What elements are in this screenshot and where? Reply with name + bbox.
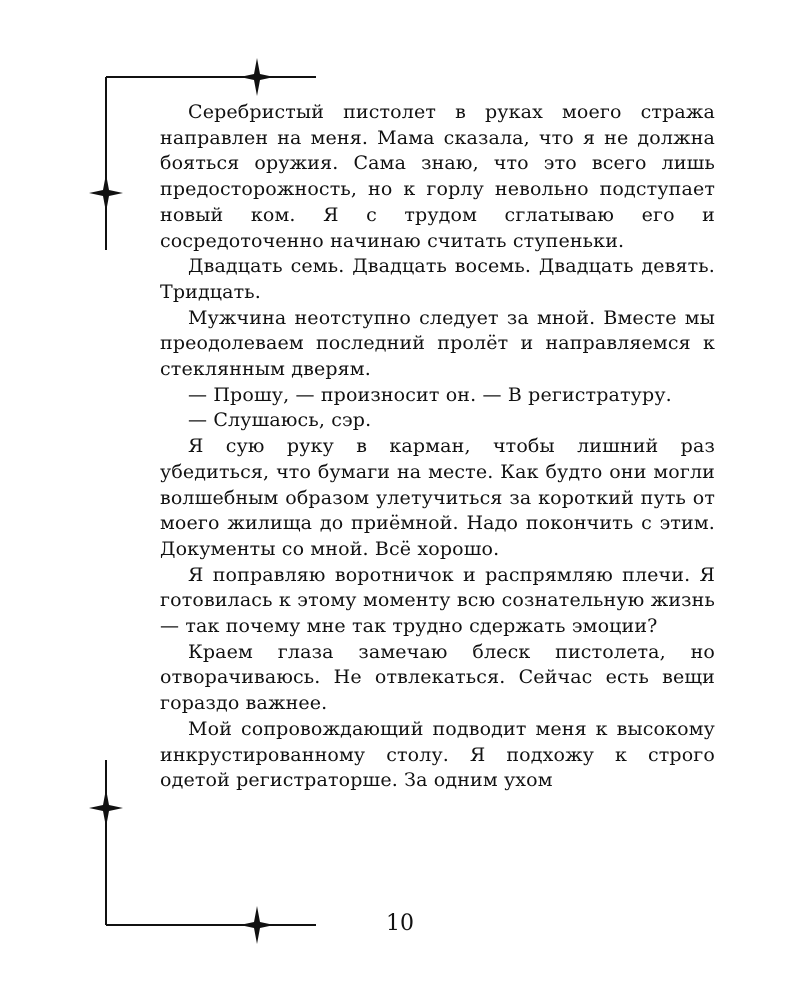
paragraph: Мой сопровождающий подводит меня к высокому инкрустированному столу. Я подхожу к строго одетой регистраторше. За одним ухом [160, 717, 715, 792]
paragraph: Двадцать семь. Двадцать восемь. Двадцать девять. Тридцать. [160, 255, 715, 303]
paragraph: Я сую руку в карман, чтобы лишний раз убедиться, что бумаги на месте. Как будто они могли волшебным образом улетучиться за короткий путь от моего жилища до приёмной. Надо покончить с этим. Документы со мной. Всё хорошо. [160, 435, 715, 560]
paragraph: — Слушаюсь, сэр. [188, 409, 372, 432]
star-ornament-icon [89, 789, 123, 827]
body-text [160, 100, 715, 794]
paragraph: Мужчина неотступно следует за мной. Вместе мы преодолеваем последний пролёт и направляемся к стеклянным дверям. [160, 306, 715, 381]
paragraph: — Прошу, — произносит он. — В регистратуру. [188, 383, 672, 406]
paragraph: Краем глаза замечаю блеск пистолета, но отворачиваюсь. Не отвлекаться. Сейчас есть вещи гораздо важнее. [160, 640, 715, 715]
page-number: 10 [386, 911, 414, 936]
paragraph: Серебристый пистолет в руках моего стража направлен на меня. Мама сказала, что я не должна бояться оружия. Сама знаю, что это всего лишь предосторожность, но к горлу невольно подступает новый ком. Я с трудом сглатываю его и сосредоточенно начинаю считать ступеньки. [160, 101, 715, 252]
star-ornament-icon [89, 174, 123, 212]
star-ornament-icon [240, 58, 274, 96]
paragraph: Я поправляю воротничок и распрямляю плечи. Я готовилась к этому моменту всю сознательную жизнь — так почему мне так трудно сдержать эмоции? [160, 563, 715, 638]
